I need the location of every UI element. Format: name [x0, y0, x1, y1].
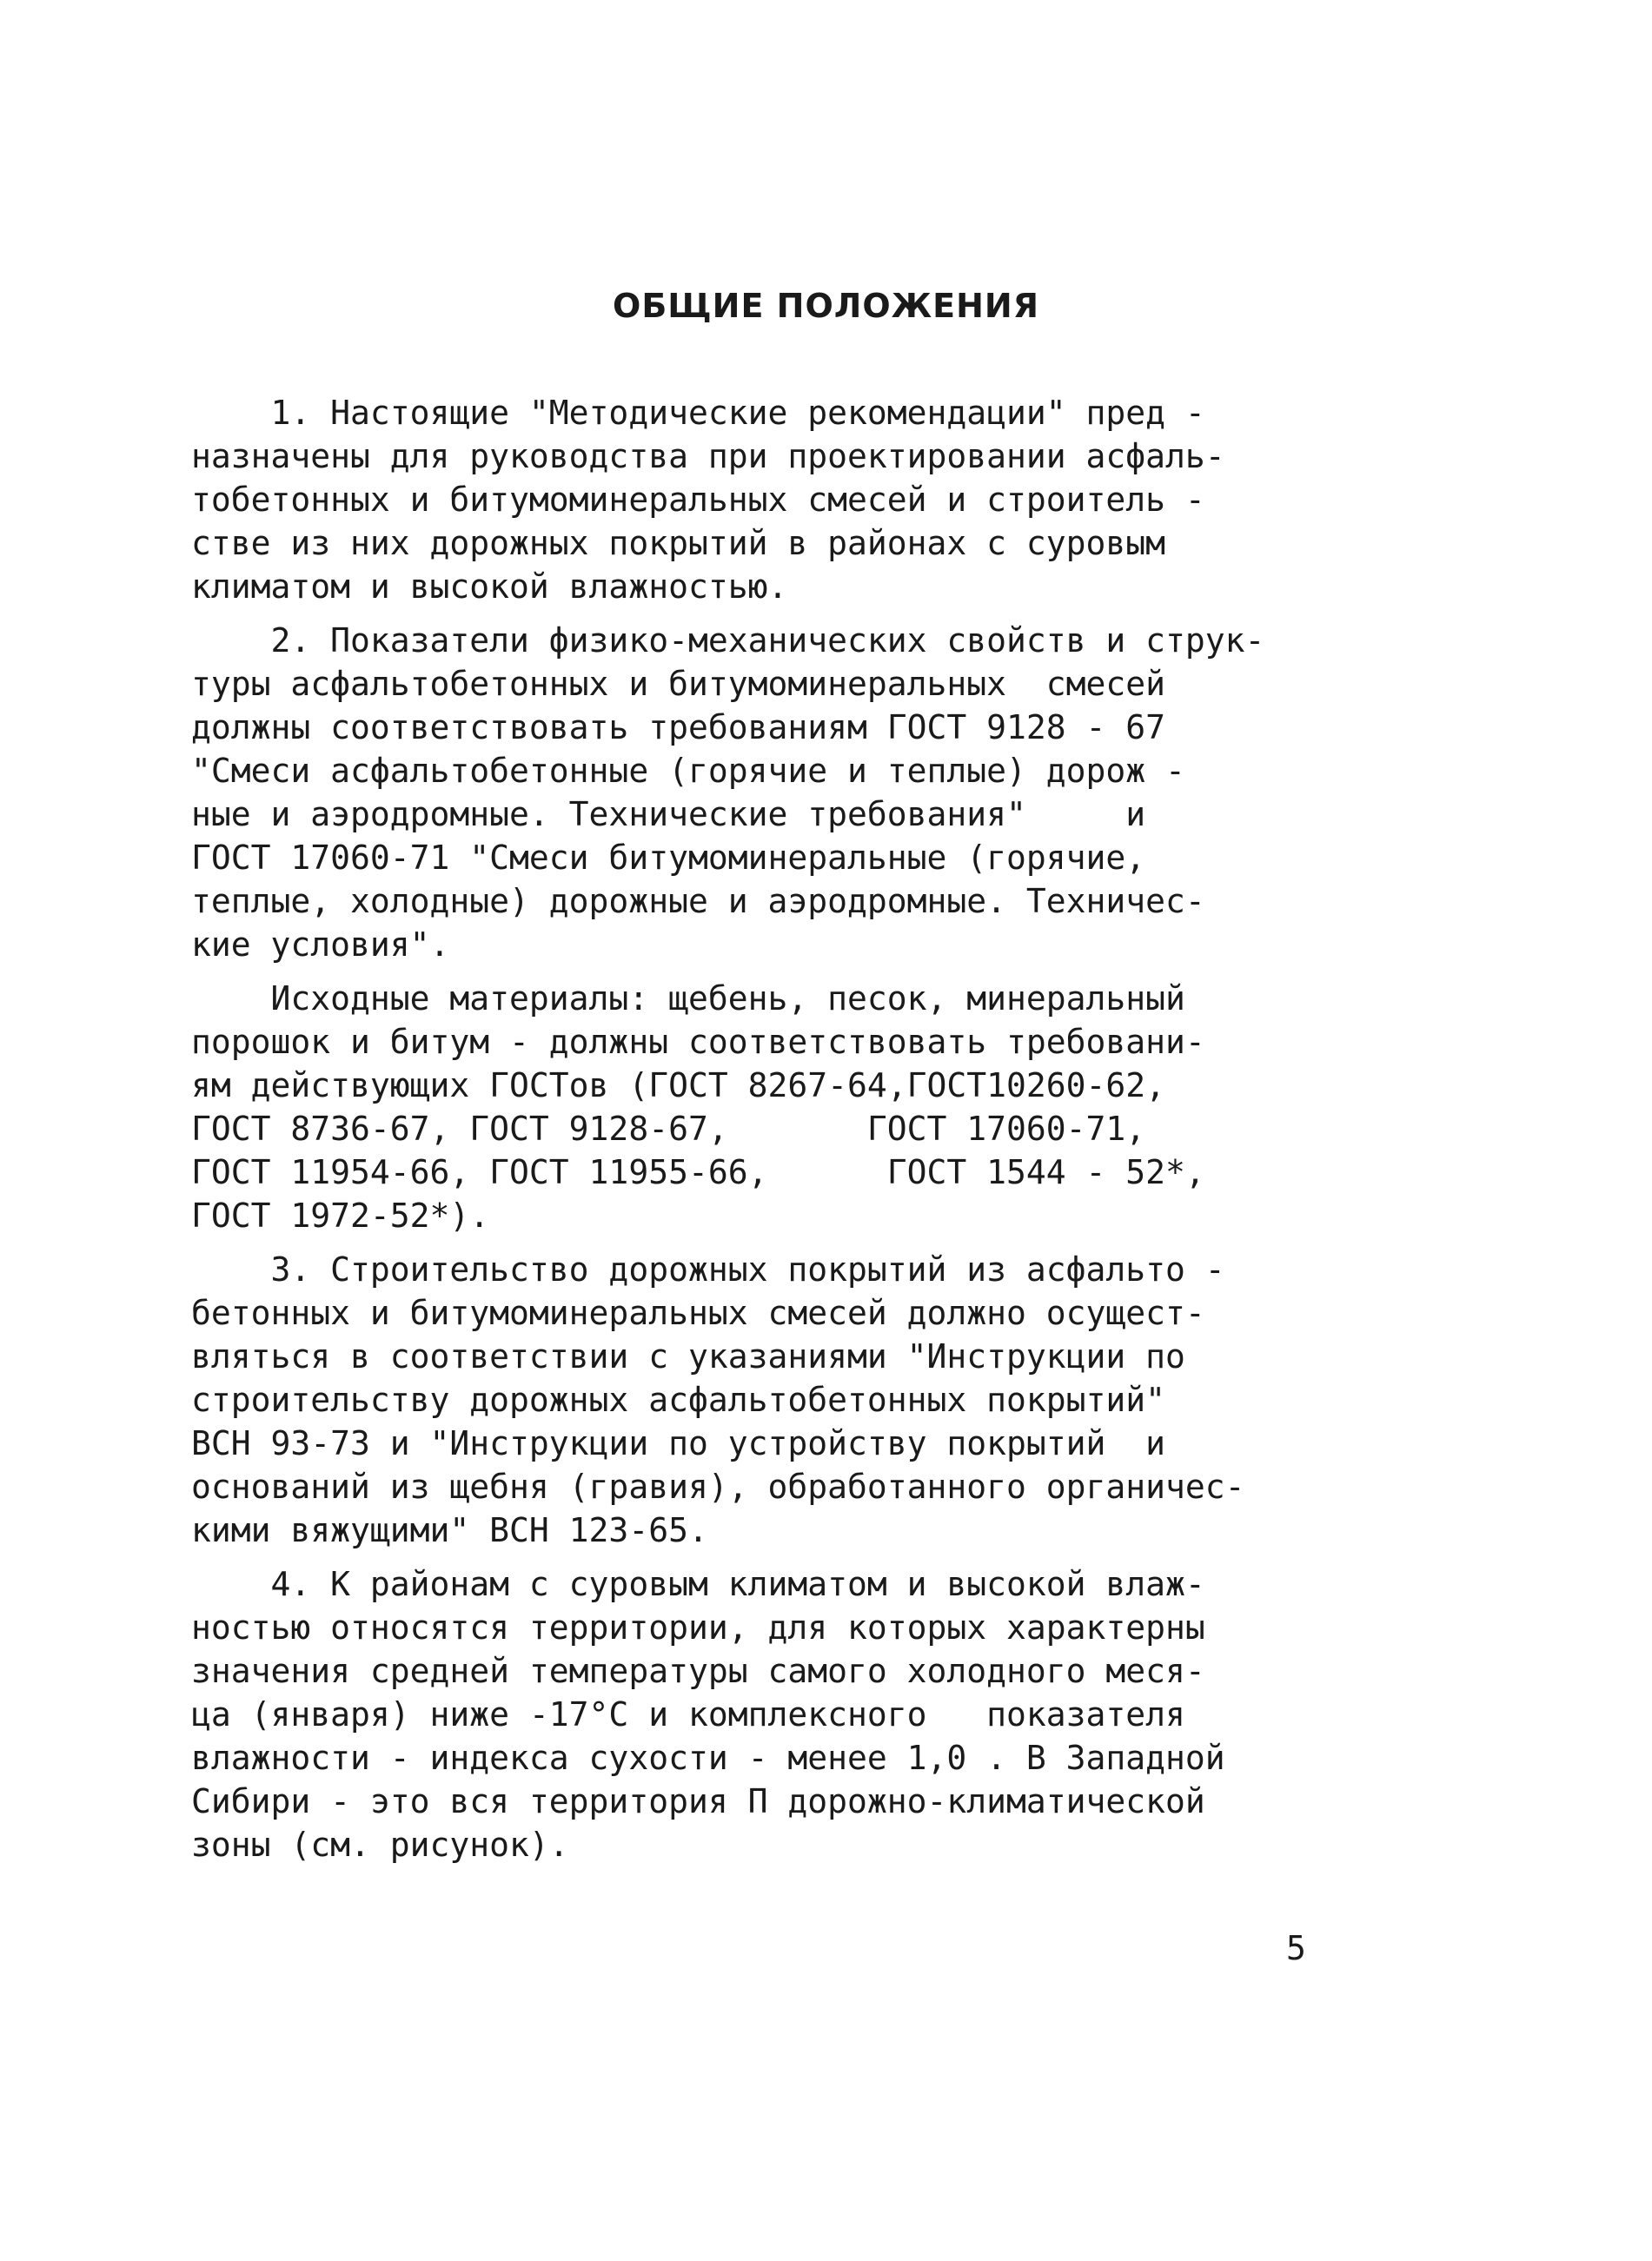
text-line: стве из них дорожных покрытий в районах с суровым — [191, 524, 1166, 562]
text-line: климатом и высокой влажностью. — [191, 567, 788, 606]
text-line: должны соответствовать требованиям ГОСТ 9128 - 67 — [191, 708, 1166, 746]
page-number: 5 — [1286, 1929, 1306, 1967]
text-line: туры асфальтобетонных и битумоминеральных смесей — [191, 665, 1166, 703]
text-line: теплые, холодные) дорожные и аэродромные. Техничес- — [191, 882, 1205, 920]
section-heading: ОБЩИЕ ПОЛОЖЕНИЯ — [613, 287, 1039, 325]
text-line: ГОСТ 11954-66, ГОСТ 11955-66, ГОСТ 1544 - 52*, — [191, 1153, 1205, 1191]
text-line: влажности - индекса сухости - менее 1,0 . В Западной — [191, 1739, 1225, 1777]
text-line: порошок и битум - должны соответствовать требовани- — [191, 1023, 1205, 1061]
text-line: "Смеси асфальтобетонные (горячие и теплые) дорож - — [191, 752, 1185, 790]
text-line: ГОСТ 1972-52*). — [191, 1197, 490, 1235]
text-line: 4. К районам с суровым климатом и высокой влаж- — [191, 1565, 1205, 1603]
text-line: кие условия". — [191, 925, 450, 964]
text-line: тобетонных и битумоминеральных смесей и строитель - — [191, 481, 1205, 519]
text-line: ца (января) ниже -17°С и комплексного показателя — [191, 1695, 1185, 1734]
text-line: ям действующих ГОСТов (ГОСТ 8267-64,ГОСТ10260-62, — [191, 1066, 1166, 1104]
text-line: Исходные материалы: щебень, песок, минеральный — [191, 979, 1185, 1018]
text-line: вляться в соответствии с указаниями "Инструкции по — [191, 1337, 1185, 1376]
text-line: Сибири - это вся территория П дорожно-климатической — [191, 1782, 1205, 1820]
text-line: кими вяжущими" ВСН 123-65. — [191, 1511, 708, 1549]
text-line: 3. Строительство дорожных покрытий из асфальто - — [191, 1250, 1225, 1289]
text-line: 2. Показатели физико-механических свойств и струк- — [191, 621, 1265, 660]
text-line: 1. Настоящие "Методические рекомендации" пред - — [191, 394, 1205, 432]
text-line: строительству дорожных асфальтобетонных покрытий" — [191, 1381, 1166, 1419]
text-line: зоны (см. рисунок). — [191, 1826, 569, 1864]
text-line: ностью относятся территории, для которых характерны — [191, 1608, 1205, 1647]
text-line: значения средней температуры самого холодного меся- — [191, 1652, 1205, 1690]
text-line: ГОСТ 17060-71 "Смеси битумоминеральные (горячие, — [191, 839, 1146, 877]
text-line: назначены для руководства при проектировании асфаль- — [191, 437, 1225, 475]
text-line: ГОСТ 8736-67, ГОСТ 9128-67, ГОСТ 17060-71, — [191, 1110, 1146, 1148]
text-line: ВСН 93-73 и "Инструкции по устройству покрытий и — [191, 1424, 1166, 1462]
text-line: ные и аэродромные. Технические требования" и — [191, 795, 1146, 833]
text-line: оснований из щебня (гравия), обработанного органичес- — [191, 1468, 1245, 1506]
text-line: бетонных и битумоминеральных смесей должно осущест- — [191, 1294, 1205, 1332]
